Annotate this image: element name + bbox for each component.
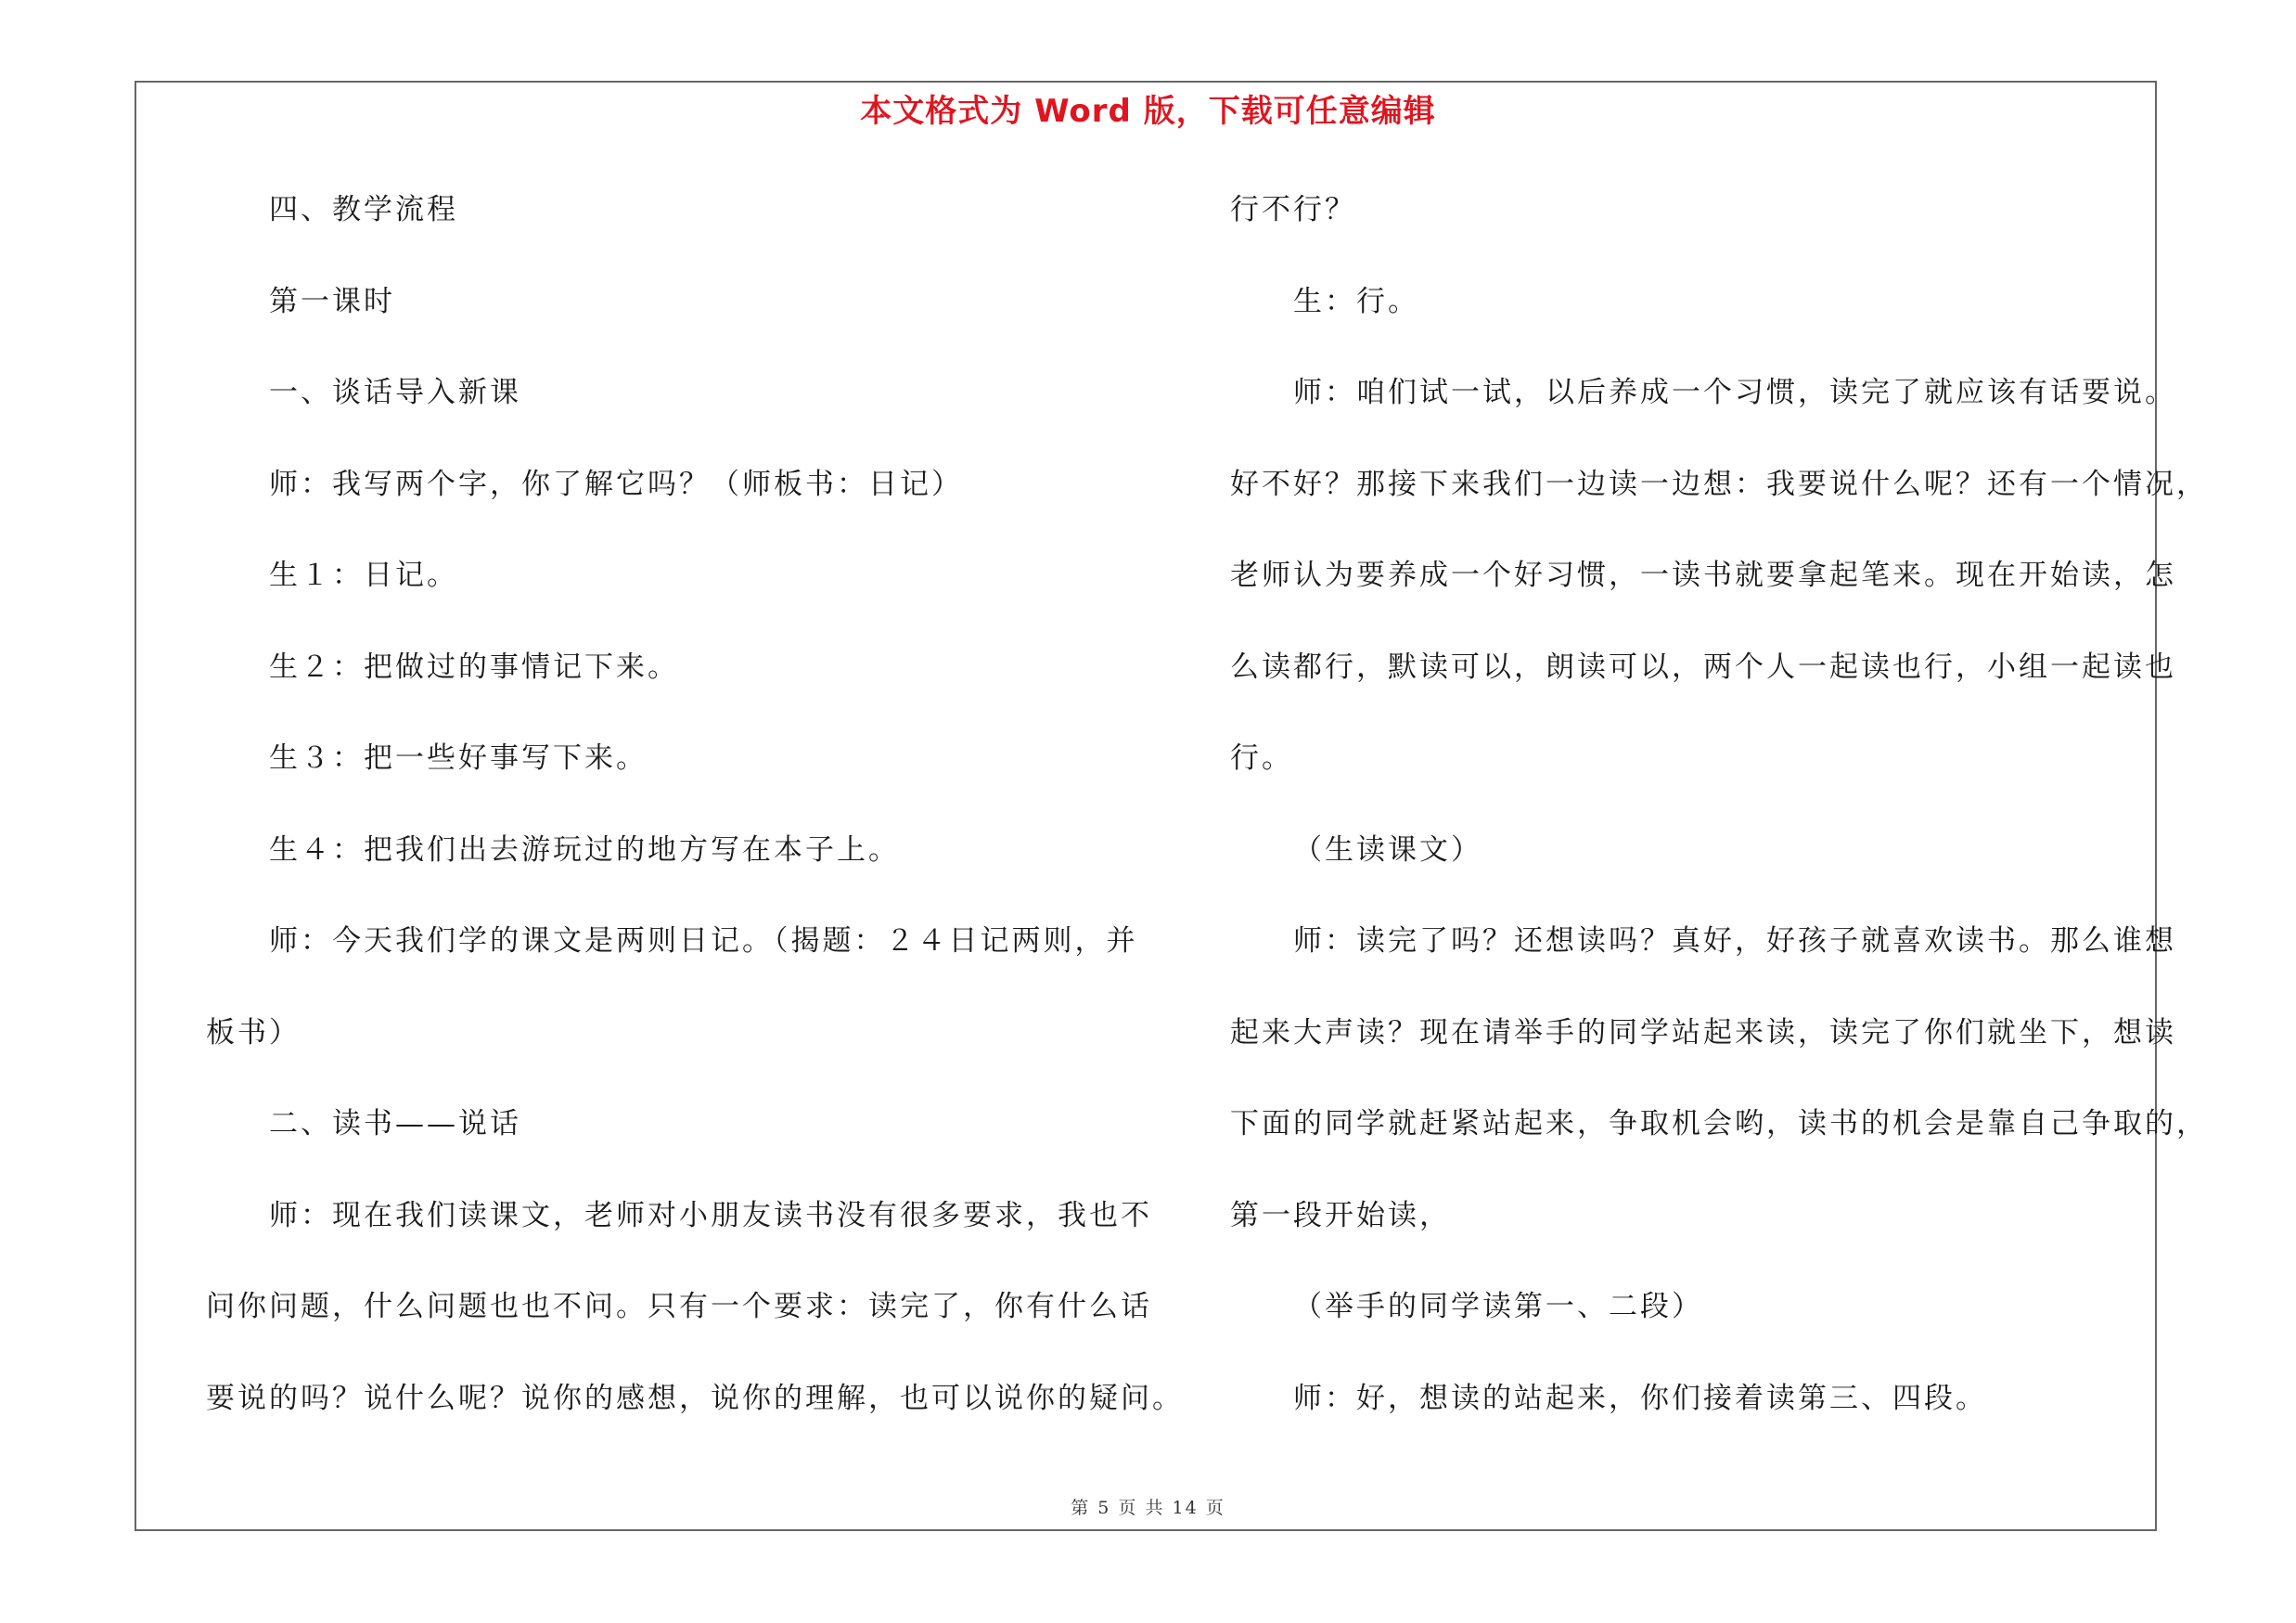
paragraph-line: 生４：把我们出去游玩过的地方写在本子上。 [269,832,900,867]
paragraph-line: 师：我写两个字，你了解它吗？（师板书：日记） [269,467,963,501]
paragraph-line: 下面的同学就赶紧站起来，争取机会哟，读书的机会是靠自己争取的， [1230,1107,2208,1140]
paragraph-line: 生３：把一些好事写下来。 [269,741,648,775]
paragraph-line: 师：现在我们读课文，老师对小朋友读书没有很多要求，我也不 [269,1198,1152,1232]
paragraph-line: 行。 [1230,741,1293,775]
paragraph-line: 四、教学流程 [269,193,458,226]
paragraph-line: 师：读完了吗？还想读吗？真好，好孩子就喜欢读书。那么谁想 [1293,924,2176,958]
page-number: 第 5 页 共 14 页 [1071,1498,1225,1518]
paragraph-line: 师：咱们试一试，以后养成一个习惯，读完了就应该有话要说。 [1293,376,2176,409]
paragraph-line: 生：行。 [1293,284,1419,318]
paragraph-line: 么读都行，默读可以，朗读可以，两个人一起读也行，小组一起读也 [1230,650,2176,684]
paragraph-line: 第一课时 [269,284,395,318]
paragraph-line: 第一段开始读， [1230,1198,1451,1232]
paragraph-line: 师：今天我们学的课文是两则日记。（揭题：２４日记两则，并 [269,924,1138,958]
paragraph-line: 好不好？那接下来我们一边读一边想：我要说什么呢？还有一个情况， [1230,467,2208,501]
paragraph-line: 二、读书——说话 [269,1107,521,1140]
paragraph-line: 生２：把做过的事情记下来。 [269,650,679,684]
paragraph-line: （举手的同学读第一、二段） [1293,1290,1703,1323]
paragraph-line: 老师认为要养成一个好习惯，一读书就要拿起笔来。现在开始读，怎 [1230,559,2176,592]
paragraph-line: 问你问题，什么问题也也不问。只有一个要求：读完了，你有什么话 [206,1290,1152,1323]
paragraph-line: 板书） [206,1015,301,1050]
right-text-column [1230,182,2208,1462]
paragraph-line: 一、谈话导入新课 [269,376,521,409]
paragraph-line: 起来大声读？现在请举手的同学站起来读，读完了你们就坐下，想读 [1230,1015,2176,1050]
paragraph-line: 生１：日记。 [269,559,458,592]
paragraph-line: 行不行？ [1230,193,1356,226]
paragraph-line: 要说的吗？说什么呢？说你的感想，说你的理解，也可以说你的疑问。 [206,1381,1184,1415]
paragraph-line: （生读课文） [1293,832,1482,867]
left-text-column [206,182,1184,1462]
word-format-banner: 本文格式为 Word 版，下载可任意编辑 [860,93,1436,130]
paragraph-line: 师：好，想读的站起来，你们接着读第三、四段。 [1293,1381,1987,1415]
